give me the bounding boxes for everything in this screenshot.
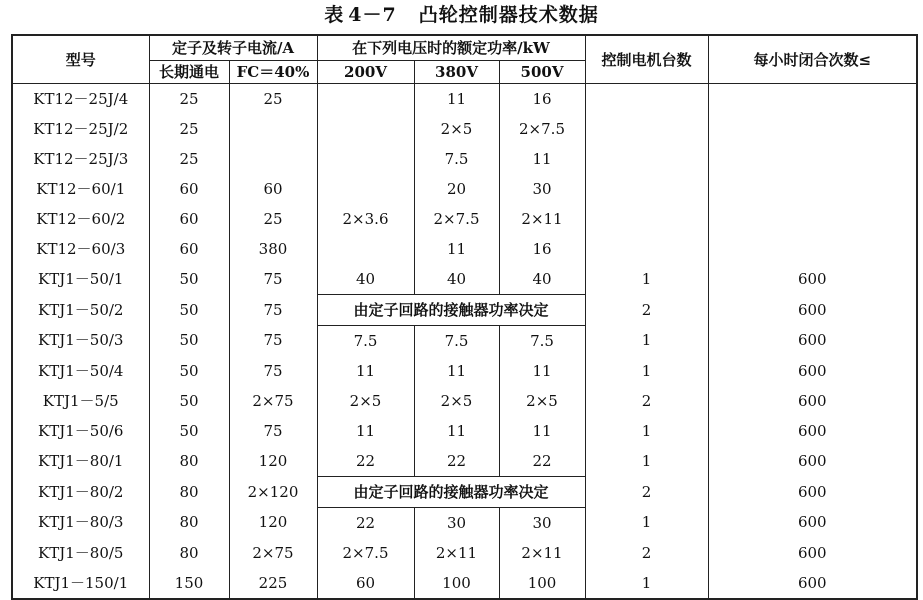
table-row bbox=[12, 477, 917, 508]
header-current-group: 定子及转子电流/A bbox=[149, 35, 317, 61]
cell-power-200v bbox=[317, 84, 414, 115]
cell-fc-current bbox=[229, 114, 317, 144]
cell-power-note: 由定子回路的接触器功率决定 bbox=[317, 295, 585, 326]
cell-ops-per-hour: 600 bbox=[708, 538, 917, 568]
header-power-group: 在下列电压时的额定功率/kW bbox=[317, 35, 585, 61]
table-row bbox=[12, 114, 917, 144]
caption-prefix: 表 bbox=[324, 4, 345, 26]
cell-continuous-current: 50 bbox=[149, 326, 229, 357]
cell-motor-count: 1 bbox=[585, 568, 708, 599]
cell-power-380v: 22 bbox=[414, 446, 499, 477]
cell-continuous-current: 80 bbox=[149, 446, 229, 477]
cell-motor-count bbox=[585, 204, 708, 234]
cell-power-200v bbox=[317, 114, 414, 144]
cell-power-200v: 60 bbox=[317, 568, 414, 599]
cell-fc-current: 120 bbox=[229, 508, 317, 539]
cell-continuous-current: 80 bbox=[149, 538, 229, 568]
cell-power-200v bbox=[317, 144, 414, 174]
cell-ops-per-hour bbox=[708, 204, 917, 234]
cell-power-380v: 40 bbox=[414, 264, 499, 295]
cell-motor-count: 1 bbox=[585, 508, 708, 539]
cell-ops-per-hour: 600 bbox=[708, 477, 917, 508]
cell-model: KTJ1－80/5 bbox=[12, 538, 149, 568]
table-row bbox=[12, 204, 917, 234]
cell-ops-per-hour: 600 bbox=[708, 446, 917, 477]
cell-power-200v: 2×3.6 bbox=[317, 204, 414, 234]
cell-model: KTJ1－5/5 bbox=[12, 386, 149, 416]
cell-fc-current: 75 bbox=[229, 326, 317, 357]
cell-power-380v: 7.5 bbox=[414, 144, 499, 174]
table-row bbox=[12, 295, 917, 326]
cell-motor-count: 1 bbox=[585, 264, 708, 295]
cell-model: KTJ1－50/3 bbox=[12, 326, 149, 357]
cell-continuous-current: 60 bbox=[149, 234, 229, 264]
cell-power-380v: 30 bbox=[414, 508, 499, 539]
cell-ops-per-hour: 600 bbox=[708, 326, 917, 357]
table-row bbox=[12, 538, 917, 568]
cell-power-380v: 7.5 bbox=[414, 326, 499, 357]
cell-motor-count: 2 bbox=[585, 295, 708, 326]
cell-model: KT12－60/3 bbox=[12, 234, 149, 264]
cell-ops-per-hour: 600 bbox=[708, 568, 917, 599]
cell-motor-count: 1 bbox=[585, 326, 708, 357]
table-row bbox=[12, 356, 917, 386]
cell-motor-count: 1 bbox=[585, 416, 708, 446]
cell-fc-current: 75 bbox=[229, 295, 317, 326]
cell-fc-current: 75 bbox=[229, 356, 317, 386]
cell-power-500v: 30 bbox=[499, 508, 585, 539]
cell-motor-count: 1 bbox=[585, 356, 708, 386]
cell-ops-per-hour: 600 bbox=[708, 356, 917, 386]
cell-motor-count bbox=[585, 114, 708, 144]
table-row bbox=[12, 326, 917, 357]
cell-power-500v: 100 bbox=[499, 568, 585, 599]
cell-model: KTJ1－50/6 bbox=[12, 416, 149, 446]
cell-power-380v: 11 bbox=[414, 234, 499, 264]
cell-power-200v bbox=[317, 174, 414, 204]
spec-table bbox=[11, 34, 918, 600]
cell-power-note: 由定子回路的接触器功率决定 bbox=[317, 477, 585, 508]
cell-ops-per-hour bbox=[708, 114, 917, 144]
cell-ops-per-hour bbox=[708, 84, 917, 115]
cell-power-380v: 2×7.5 bbox=[414, 204, 499, 234]
table-row bbox=[12, 416, 917, 446]
cell-fc-current: 120 bbox=[229, 446, 317, 477]
cell-motor-count: 2 bbox=[585, 386, 708, 416]
table-row bbox=[12, 264, 917, 295]
cell-power-200v: 2×5 bbox=[317, 386, 414, 416]
header-500v: 500V bbox=[499, 61, 585, 84]
header-motors: 控制电机台数 bbox=[585, 35, 708, 84]
cell-model: KT12－60/1 bbox=[12, 174, 149, 204]
cell-fc-current: 380 bbox=[229, 234, 317, 264]
cell-motor-count bbox=[585, 234, 708, 264]
header-380v: 380V bbox=[414, 61, 499, 84]
cell-model: KTJ1－80/1 bbox=[12, 446, 149, 477]
cell-ops-per-hour bbox=[708, 174, 917, 204]
cell-model: KTJ1－50/4 bbox=[12, 356, 149, 386]
cell-power-500v: 30 bbox=[499, 174, 585, 204]
cell-fc-current: 2×75 bbox=[229, 538, 317, 568]
table-caption bbox=[0, 2, 923, 28]
cell-continuous-current: 60 bbox=[149, 174, 229, 204]
cell-power-380v: 11 bbox=[414, 416, 499, 446]
cell-continuous-current: 50 bbox=[149, 416, 229, 446]
cell-power-500v: 2×11 bbox=[499, 204, 585, 234]
header-ops: 每小时闭合次数≤ bbox=[708, 35, 917, 84]
cell-power-500v: 11 bbox=[499, 356, 585, 386]
table-row bbox=[12, 508, 917, 539]
header-continuous: 长期通电 bbox=[149, 61, 229, 84]
cell-model: KTJ1－50/2 bbox=[12, 295, 149, 326]
cell-power-500v: 16 bbox=[499, 234, 585, 264]
cell-model: KTJ1－50/1 bbox=[12, 264, 149, 295]
cell-ops-per-hour bbox=[708, 144, 917, 174]
cell-power-200v: 11 bbox=[317, 416, 414, 446]
cell-power-380v: 20 bbox=[414, 174, 499, 204]
cell-power-200v bbox=[317, 234, 414, 264]
cell-ops-per-hour: 600 bbox=[708, 416, 917, 446]
cell-power-200v: 2×7.5 bbox=[317, 538, 414, 568]
cell-motor-count bbox=[585, 84, 708, 115]
cell-ops-per-hour: 600 bbox=[708, 508, 917, 539]
cell-power-500v: 22 bbox=[499, 446, 585, 477]
cell-power-500v: 11 bbox=[499, 416, 585, 446]
cell-fc-current: 75 bbox=[229, 264, 317, 295]
cell-power-380v: 2×11 bbox=[414, 538, 499, 568]
cell-power-500v: 11 bbox=[499, 144, 585, 174]
cell-ops-per-hour: 600 bbox=[708, 295, 917, 326]
cell-motor-count bbox=[585, 174, 708, 204]
cell-motor-count: 1 bbox=[585, 446, 708, 477]
header-200v: 200V bbox=[317, 61, 414, 84]
cell-continuous-current: 50 bbox=[149, 295, 229, 326]
cell-continuous-current: 80 bbox=[149, 477, 229, 508]
cell-power-500v: 2×11 bbox=[499, 538, 585, 568]
cell-model: KTJ1－80/3 bbox=[12, 508, 149, 539]
cell-power-500v: 2×5 bbox=[499, 386, 585, 416]
cell-power-380v: 11 bbox=[414, 356, 499, 386]
cell-continuous-current: 150 bbox=[149, 568, 229, 599]
cell-power-500v: 2×7.5 bbox=[499, 114, 585, 144]
cell-power-200v: 22 bbox=[317, 508, 414, 539]
cell-fc-current: 60 bbox=[229, 174, 317, 204]
cell-model: KTJ1－80/2 bbox=[12, 477, 149, 508]
cell-fc-current: 2×120 bbox=[229, 477, 317, 508]
cell-continuous-current: 25 bbox=[149, 84, 229, 115]
cell-fc-current: 2×75 bbox=[229, 386, 317, 416]
cell-continuous-current: 60 bbox=[149, 204, 229, 234]
cell-power-200v: 22 bbox=[317, 446, 414, 477]
cell-ops-per-hour bbox=[708, 234, 917, 264]
cell-power-500v: 16 bbox=[499, 84, 585, 115]
table-row bbox=[12, 234, 917, 264]
cell-continuous-current: 80 bbox=[149, 508, 229, 539]
cell-power-380v: 2×5 bbox=[414, 386, 499, 416]
cell-continuous-current: 50 bbox=[149, 386, 229, 416]
cell-power-380v: 11 bbox=[414, 84, 499, 115]
cell-fc-current bbox=[229, 144, 317, 174]
cell-model: KTJ1－150/1 bbox=[12, 568, 149, 599]
cell-ops-per-hour: 600 bbox=[708, 386, 917, 416]
table-row bbox=[12, 568, 917, 599]
table-body bbox=[12, 84, 917, 600]
table-row bbox=[12, 144, 917, 174]
cell-ops-per-hour: 600 bbox=[708, 264, 917, 295]
table-row bbox=[12, 84, 917, 115]
cell-power-380v: 100 bbox=[414, 568, 499, 599]
cell-continuous-current: 25 bbox=[149, 144, 229, 174]
cell-motor-count bbox=[585, 144, 708, 174]
cell-fc-current: 75 bbox=[229, 416, 317, 446]
cell-motor-count: 2 bbox=[585, 477, 708, 508]
cell-model: KT12－25J/2 bbox=[12, 114, 149, 144]
header-model: 型号 bbox=[12, 35, 149, 84]
cell-power-500v: 7.5 bbox=[499, 326, 585, 357]
cell-power-380v: 2×5 bbox=[414, 114, 499, 144]
cell-continuous-current: 50 bbox=[149, 356, 229, 386]
caption-number: 4－7 bbox=[348, 4, 397, 26]
cell-fc-current: 25 bbox=[229, 84, 317, 115]
cell-power-500v: 40 bbox=[499, 264, 585, 295]
table-row bbox=[12, 174, 917, 204]
table-row bbox=[12, 386, 917, 416]
cell-model: KT12－25J/4 bbox=[12, 84, 149, 115]
cell-motor-count: 2 bbox=[585, 538, 708, 568]
cell-power-200v: 11 bbox=[317, 356, 414, 386]
table-row bbox=[12, 446, 917, 477]
header-fc: FC＝40% bbox=[229, 61, 317, 84]
cell-fc-current: 225 bbox=[229, 568, 317, 599]
cell-continuous-current: 50 bbox=[149, 264, 229, 295]
cell-model: KT12－60/2 bbox=[12, 204, 149, 234]
cell-model: KT12－25J/3 bbox=[12, 144, 149, 174]
cell-fc-current: 25 bbox=[229, 204, 317, 234]
cell-continuous-current: 25 bbox=[149, 114, 229, 144]
cell-power-200v: 40 bbox=[317, 264, 414, 295]
caption-text: 凸轮控制器技术数据 bbox=[418, 4, 599, 26]
cell-power-200v: 7.5 bbox=[317, 326, 414, 357]
